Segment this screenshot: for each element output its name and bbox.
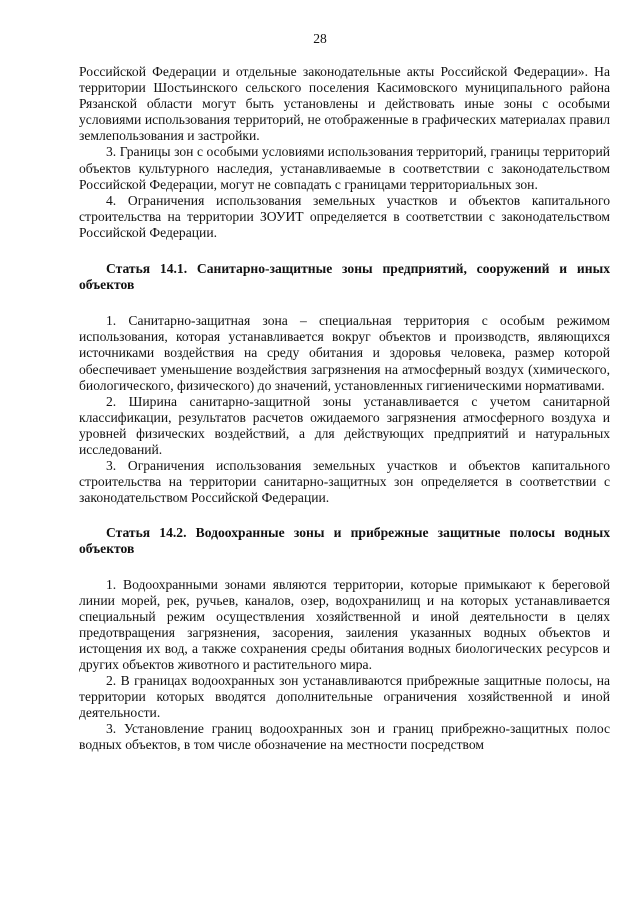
article-14-2-paragraph-1: 1. Водоохранными зонами являются территории, которые примыкают к береговой линии морей, рек, ручьев, каналов, озер, водохранилищ и на которых устанавливается специальный режим осуществления хозяйственной и иной деятельности в целях предотвращения загрязнения, засорения, заиления указанных водных объектов и истощения их вод, а также сохранения среды обитания водных биологических ресурсов и других объектов животного и растительного мира. [79, 576, 610, 672]
article-14-1-heading: Статья 14.1. Санитарно-защитные зоны предприятий, сооружений и иных объектов [79, 261, 610, 293]
article-14-2-heading: Статья 14.2. Водоохранные зоны и прибрежные защитные полосы водных объектов [79, 525, 610, 557]
article-14-2-paragraph-2: 2. В границах водоохранных зон устанавливаются прибрежные защитные полосы, на территории которых вводятся дополнительные ограничения хозяйственной и иной деятельности. [79, 673, 610, 721]
article-14-1-paragraph-3: 3. Ограничения использования земельных участков и объектов капитального строительства на территории санитарно-защитных зон определяется в соответствии с законодательством Российской Федерации. [79, 458, 610, 506]
paragraph-continuation: Российской Федерации и отдельные законодательные акты Российской Федерации». На территории Шостьинского сельского поселения Касимовского муниципального района Рязанской области могут быть установлены и действовать иные зоны с особыми условиями использования территорий, не отображенные в графических материалах правил землепользования и застройки. [79, 64, 610, 144]
article-14-1-paragraph-1: 1. Санитарно-защитная зона – специальная территория с особым режимом использования, которая устанавливается вокруг объектов и производств, являющихся источниками воздействия на среду обитания и здоровья человека, размер которой обеспечивает уменьшение воздействия загрязнения на атмосферный воздух (химического, биологического, физического) до значений, установленных гигиеническими нормативами. [79, 313, 610, 393]
page-number: 28 [313, 31, 327, 46]
article-14-2-paragraph-3: 3. Установление границ водоохранных зон и границ прибрежно-защитных полос водных объектов, в том числе обозначение на местности посредством [79, 721, 610, 753]
page-body [79, 64, 610, 754]
article-14-1-paragraph-2: 2. Ширина санитарно-защитной зоны устанавливается с учетом санитарной классификации, результатов расчетов ожидаемого загрязнения атмосферного воздуха и уровней физических воздействий, а для действующих предприятий и натуральных исследований. [79, 393, 610, 457]
paragraph-4: 4. Ограничения использования земельных участков и объектов капитального строительства на территории ЗОУИТ определяется в соответствии с законодательством Российской Федерации. [79, 192, 610, 240]
paragraph-3: 3. Границы зон с особыми условиями использования территорий, границы территорий объектов культурного наследия, устанавливаемые в соответствии с законодательством Российской Федерации, могут не совпадать с границами территориальных зон. [79, 144, 610, 192]
